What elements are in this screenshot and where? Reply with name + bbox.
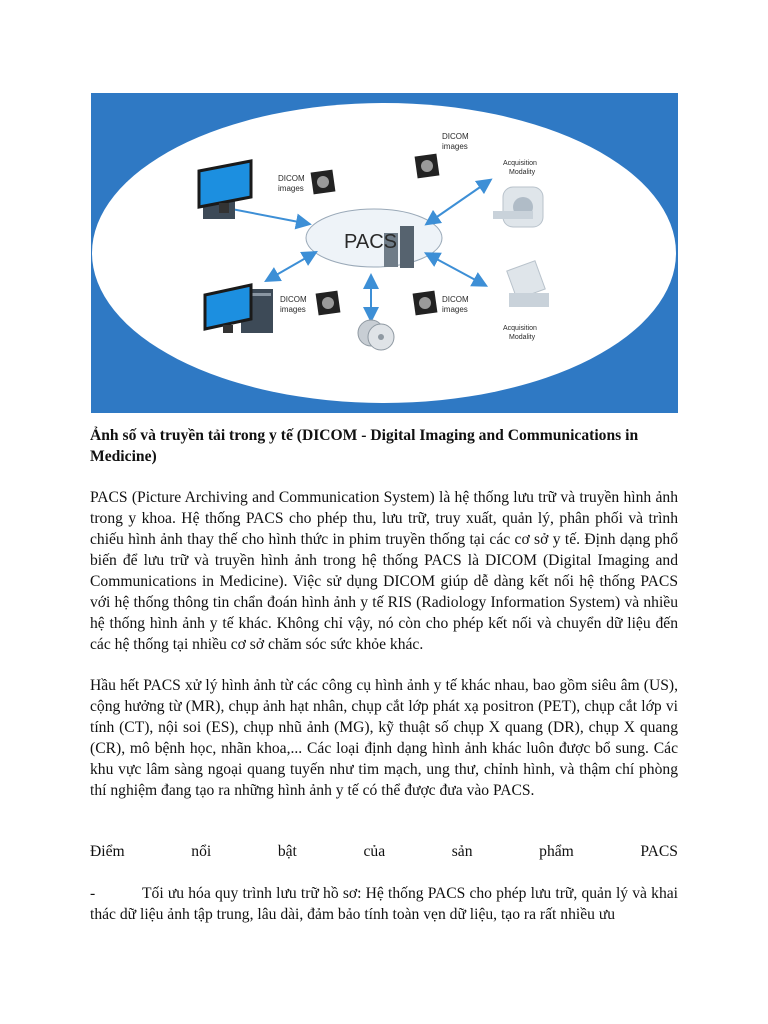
svg-text:DICOM: DICOM	[442, 295, 469, 304]
bullet-text: Tối ưu hóa quy trình lưu trữ hồ sơ: Hệ thống PACS cho phép lưu trữ, quản lý và khai thác dữ liệu ảnh tập trung, lâu dài, đảm bảo tính toàn vẹn dữ liệu, tạo ra rất nhiều ưu	[90, 885, 678, 923]
heading-word: nổi	[191, 843, 212, 860]
svg-text:Modality: Modality	[509, 169, 536, 176]
heading-word: Điểm	[90, 843, 125, 860]
svg-text:images: images	[278, 184, 304, 193]
svg-text:Modality: Modality	[509, 334, 536, 341]
heading-word: bật	[277, 843, 297, 860]
svg-text:images: images	[442, 305, 468, 314]
bullet-marker: -	[90, 885, 96, 902]
svg-text:DICOM: DICOM	[280, 295, 307, 304]
heading-word: sản	[451, 843, 473, 860]
heading-word: phẩm	[539, 843, 574, 860]
paragraph-pacs-modalities: Hầu hết PACS xử lý hình ảnh từ các công cụ hình ảnh y tế khác nhau, bao gồm siêu âm (US), cộng hưởng từ (MR), chụp ảnh hạt nhân, chụp cắt lớp phát xạ positron (PET), chụp cắt lớp vi tính (CT), nội soi (ES), chụp nhũ ảnh (MG), kỹ thuật số chụp X quang (DR), chụp X quang (CR), mô bệnh học, nhãn khoa,... Các loại định dạng hình ảnh khác luôn được bổ sung. Các khu vực lâm sàng ngoại quang tuyến như tim mạch, ung thư, chỉnh hình, và thậm chí phòng thí nghiệm đang tạo ra những hình ảnh y tế có thể được đưa vào PACS.	[90, 677, 678, 799]
figure-caption: Ảnh số và truyền tải trong y tế (DICOM - Digital Imaging and Communications in Medicine)	[90, 427, 639, 465]
paragraph-pacs-intro: PACS (Picture Archiving and Communication System) là hệ thống lưu trữ và truyền hình ảnh trong y khoa. Hệ thống PACS cho phép thu, lưu trữ, truy xuất, quản lý, phân phối và trình chiếu hình ảnh thay thế cho hình thức in phim truyền thống tại các cơ sở y tế. Định dạng phổ biến để lưu trữ và truyền hình ảnh trong hệ thống PACS là DICOM (Digital Imaging and Communications in Medicine). Việc sử dụng DICOM giúp dễ dàng kết nối hệ thống PACS với hệ thống thông tin chẩn đoán hình ảnh y tế RIS (Radiology Information System) và nhiều hệ thống hình ảnh y tế khác. Không chỉ vậy, nó còn cho phép kết nối và chuyển dữ liệu đến các hệ thống tại nhiều cơ sở chăm sóc sức khỏe khác.	[90, 489, 678, 653]
svg-text:Acquisition: Acquisition	[503, 160, 537, 167]
svg-text:images: images	[442, 142, 468, 151]
pacs-server-icon	[306, 209, 442, 268]
heading-word: PACS	[640, 843, 678, 860]
bullet-item-storage	[90, 883, 678, 925]
pacs-center-label: PACS	[344, 231, 397, 253]
pacs-diagram-figure	[91, 93, 678, 413]
svg-text:DICOM: DICOM	[442, 132, 469, 141]
svg-text:images: images	[280, 305, 306, 314]
svg-text:DICOM: DICOM	[278, 174, 305, 183]
svg-text:Acquisition: Acquisition	[503, 325, 537, 332]
heading-word: của	[363, 843, 386, 860]
pacs-diagram	[91, 93, 678, 413]
section-heading-highlights	[90, 841, 678, 862]
